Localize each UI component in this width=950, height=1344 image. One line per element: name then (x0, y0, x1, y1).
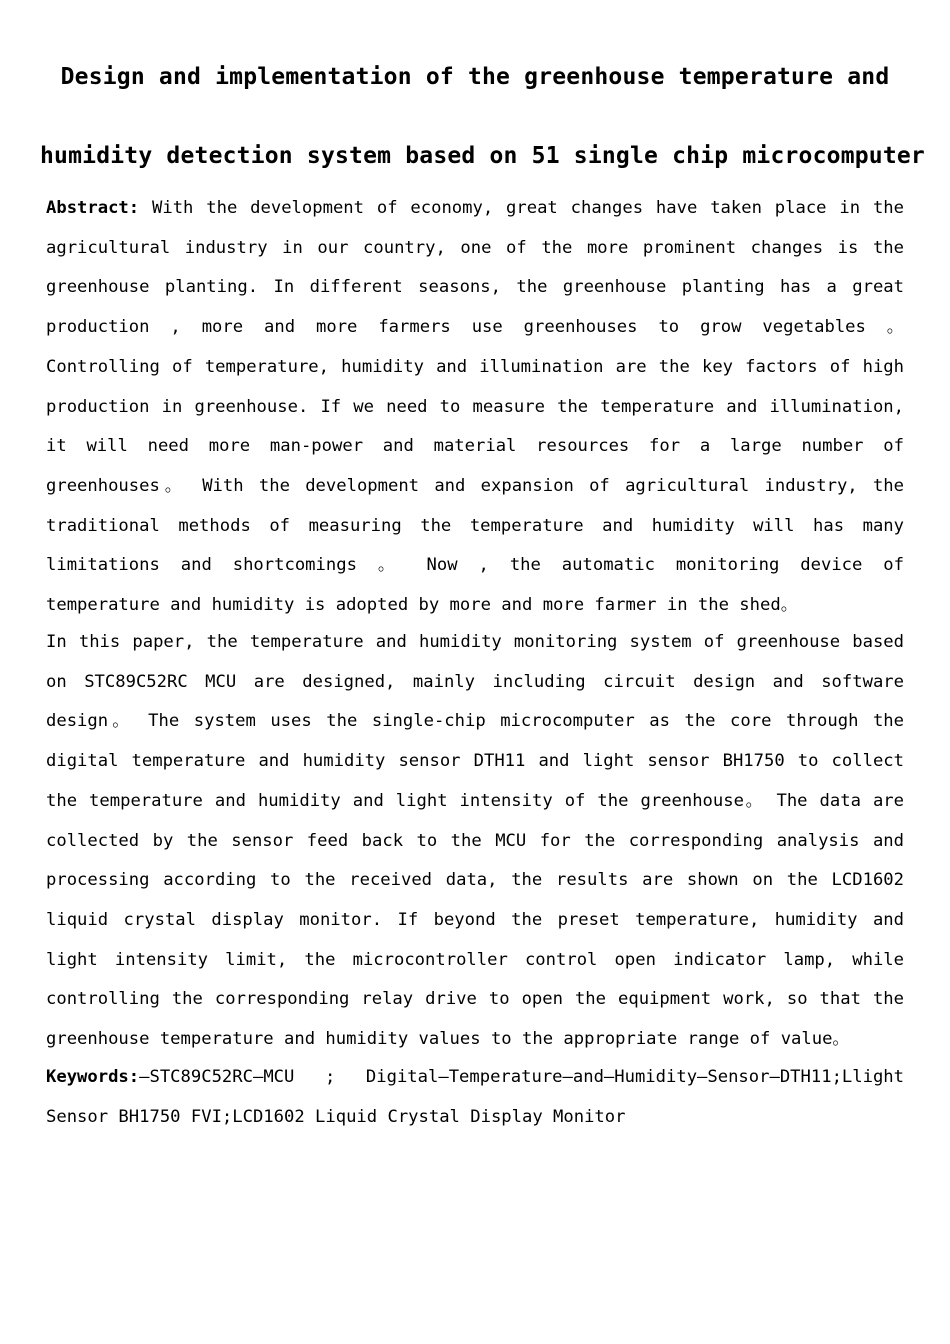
abstract-text: With the development of economy, great changes have taken place in the agricultural industry in our country, one of the more prominent changes is the greenhouse planting. In different seasons, the greenhouse planting has a great production , more and more farmers use greenhouses to grow vegetables 。 Controlling of temperature, humidity and illumination are the key factors of high production in greenhouse. If we need to measure the temperature and illumination, it will need more man-power and material resources for a large number of greenhouses。 With the development and expansion of agricultural industry, the traditional methods of measuring the temperature and humidity will has many limitations and shortcomings 。 Now , the automatic monitoring device of temperature and humidity is adopted by more and more farmer in the shed。 (46, 198, 904, 616)
title-line-1: Design and implementation of the greenhouse temperature and (60, 64, 890, 90)
keywords-text: —STC89C52RC—MCU ; Digital—Temperature—and—Humidity—Sensor—DTH11;Llight Sensor BH1750 FVI;LCD1602 Liquid Crystal Display Monitor (46, 1067, 904, 1127)
abstract-paragraph (46, 189, 904, 626)
abstract-label: Abstract: (46, 198, 140, 218)
keywords-paragraph (46, 1058, 904, 1137)
abstract-paragraph-2: In this paper, the temperature and humidity monitoring system of greenhouse based on STC89C52RC MCU are designed, mainly including circuit design and software design。 The system uses the single-chip microcomputer as the core through the digital temperature and humidity sensor DTH11 and light sensor BH1750 to collect the temperature and humidity and light intensity of the greenhouse。 The data are collected by the sensor feed back to the MCU for the corresponding analysis and processing according to the received data, the results are shown on the LCD1602 liquid crystal display monitor. If beyond the preset temperature, humidity and light intensity limit, the microcontroller control open indicator lamp, while controlling the corresponding relay drive to open the equipment work, so that the greenhouse temperature and humidity values to the appropriate range of value。 (46, 632, 904, 1050)
title-line-2: humidity detection system based on 51 single chip microcomputer (40, 143, 925, 169)
keywords-label: Keywords: (46, 1067, 140, 1087)
